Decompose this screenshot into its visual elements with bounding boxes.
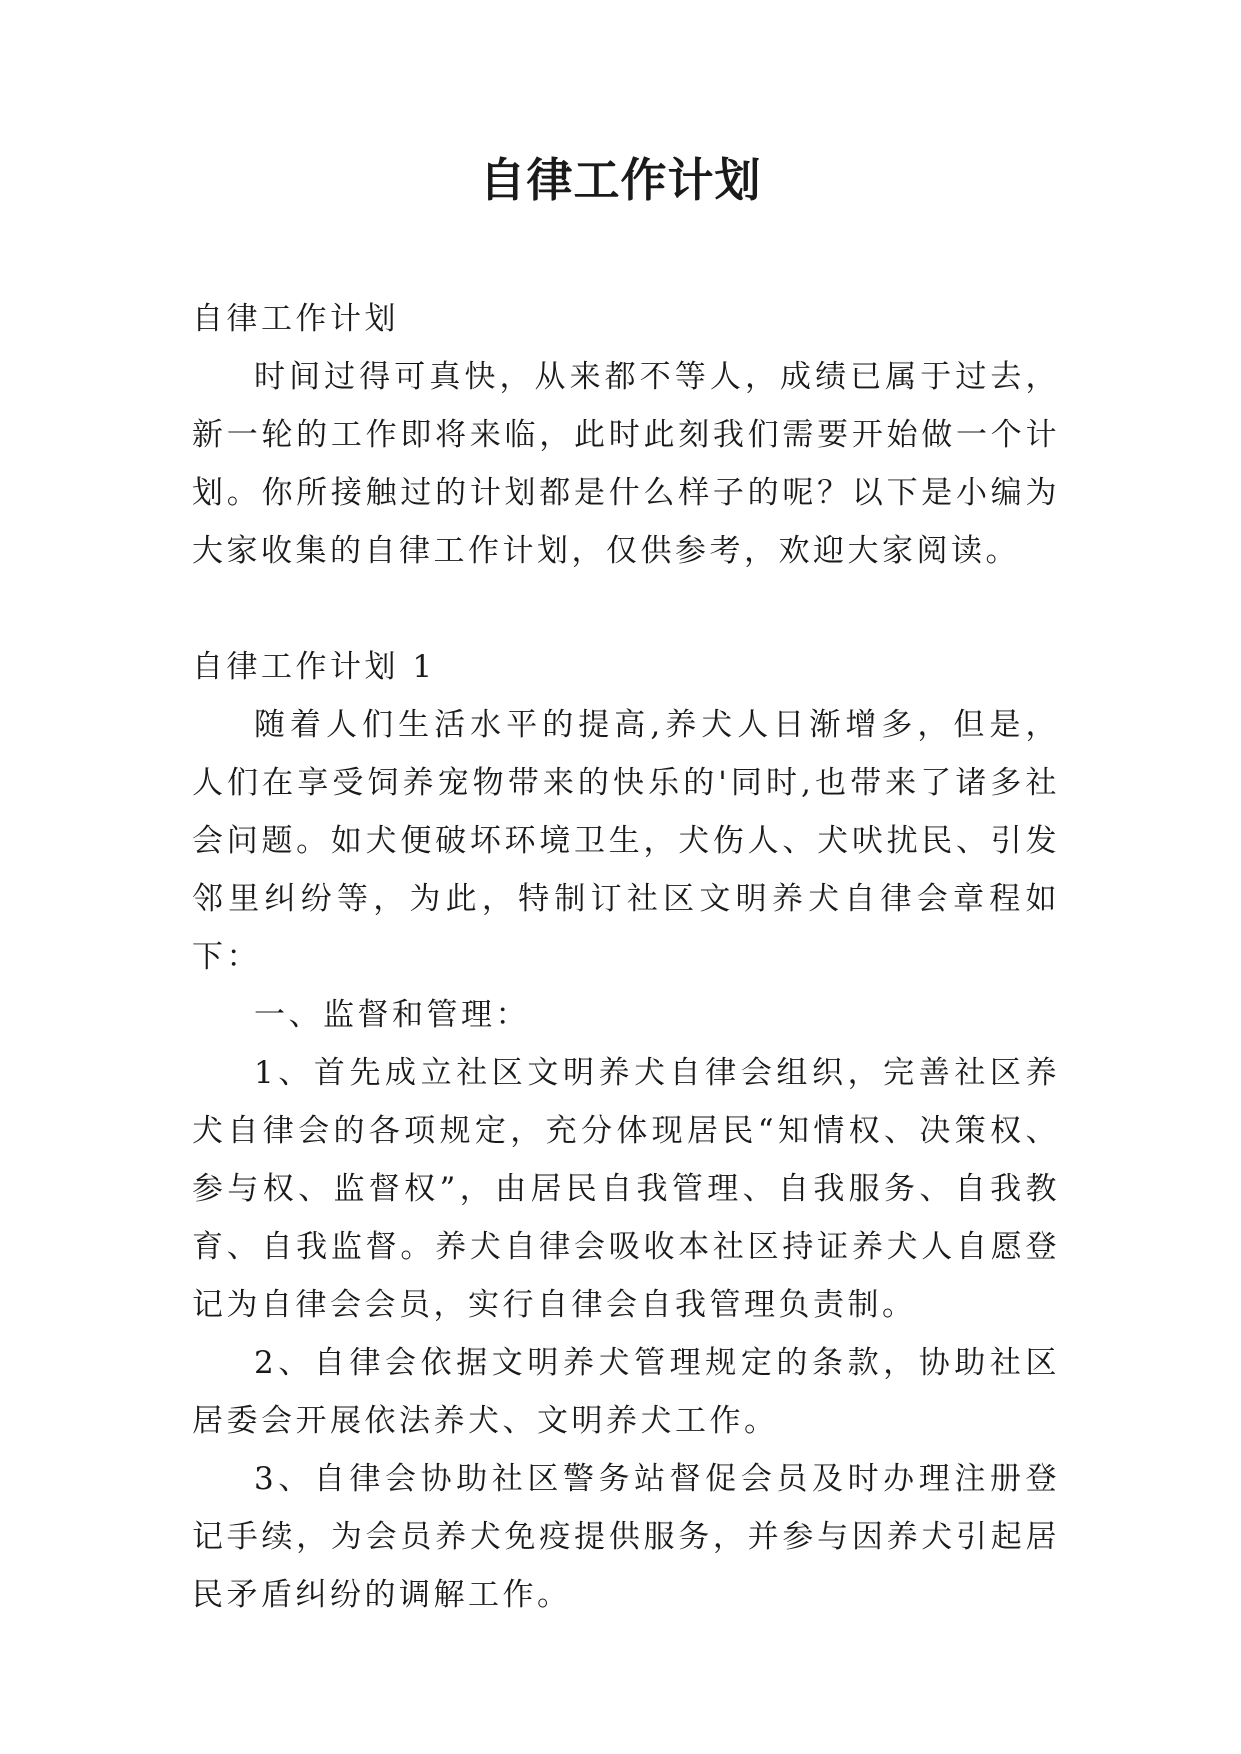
list-item-3: 3、自律会协助社区警务站督促会员及时办理注册登记手续，为会员养犬免疫提供服务，并参与因养犬引起居民矛盾纠纷的调解工作。: [192, 1461, 1060, 1613]
section1-paragraph: 随着人们生活水平的提高,养犬人日渐增多，但是，人们在享受饲养宠物带来的快乐的'同时,也带来了诸多社会问题。如犬便破坏环境卫生，犬伤人、犬吠扰民、引发邻里纠纷等，为此，特制订社区文明养犬自律会章程如下：: [192, 707, 1060, 975]
intro-heading: 自律工作计划: [192, 301, 399, 337]
document-body: [192, 290, 1060, 1624]
intro-paragraph: 时间过得可真快，从来都不等人，成绩已属于过去，新一轮的工作即将来临，此时此刻我们需要开始做一个计划。你所接触过的计划都是什么样子的呢？以下是小编为大家收集的自律工作计划，仅供参考，欢迎大家阅读。: [192, 359, 1060, 569]
section1-heading: 自律工作计划 1: [192, 649, 436, 685]
list-item-1: 1、首先成立社区文明养犬自律会组织，完善社区养犬自律会的各项规定，充分体现居民“知情权、决策权、参与权、监督权”，由居民自我管理、自我服务、自我教育、自我监督。养犬自律会吸收本社区持证养犬人自愿登记为自律会会员，实行自律会自我管理负责制。: [192, 1055, 1060, 1323]
document-title: 自律工作计划: [479, 153, 762, 207]
subheading-supervision: 一、监督和管理：: [254, 997, 530, 1033]
list-item-2: 2、自律会依据文明养犬管理规定的条款，协助社区居委会开展依法养犬、文明养犬工作。: [192, 1345, 1060, 1439]
